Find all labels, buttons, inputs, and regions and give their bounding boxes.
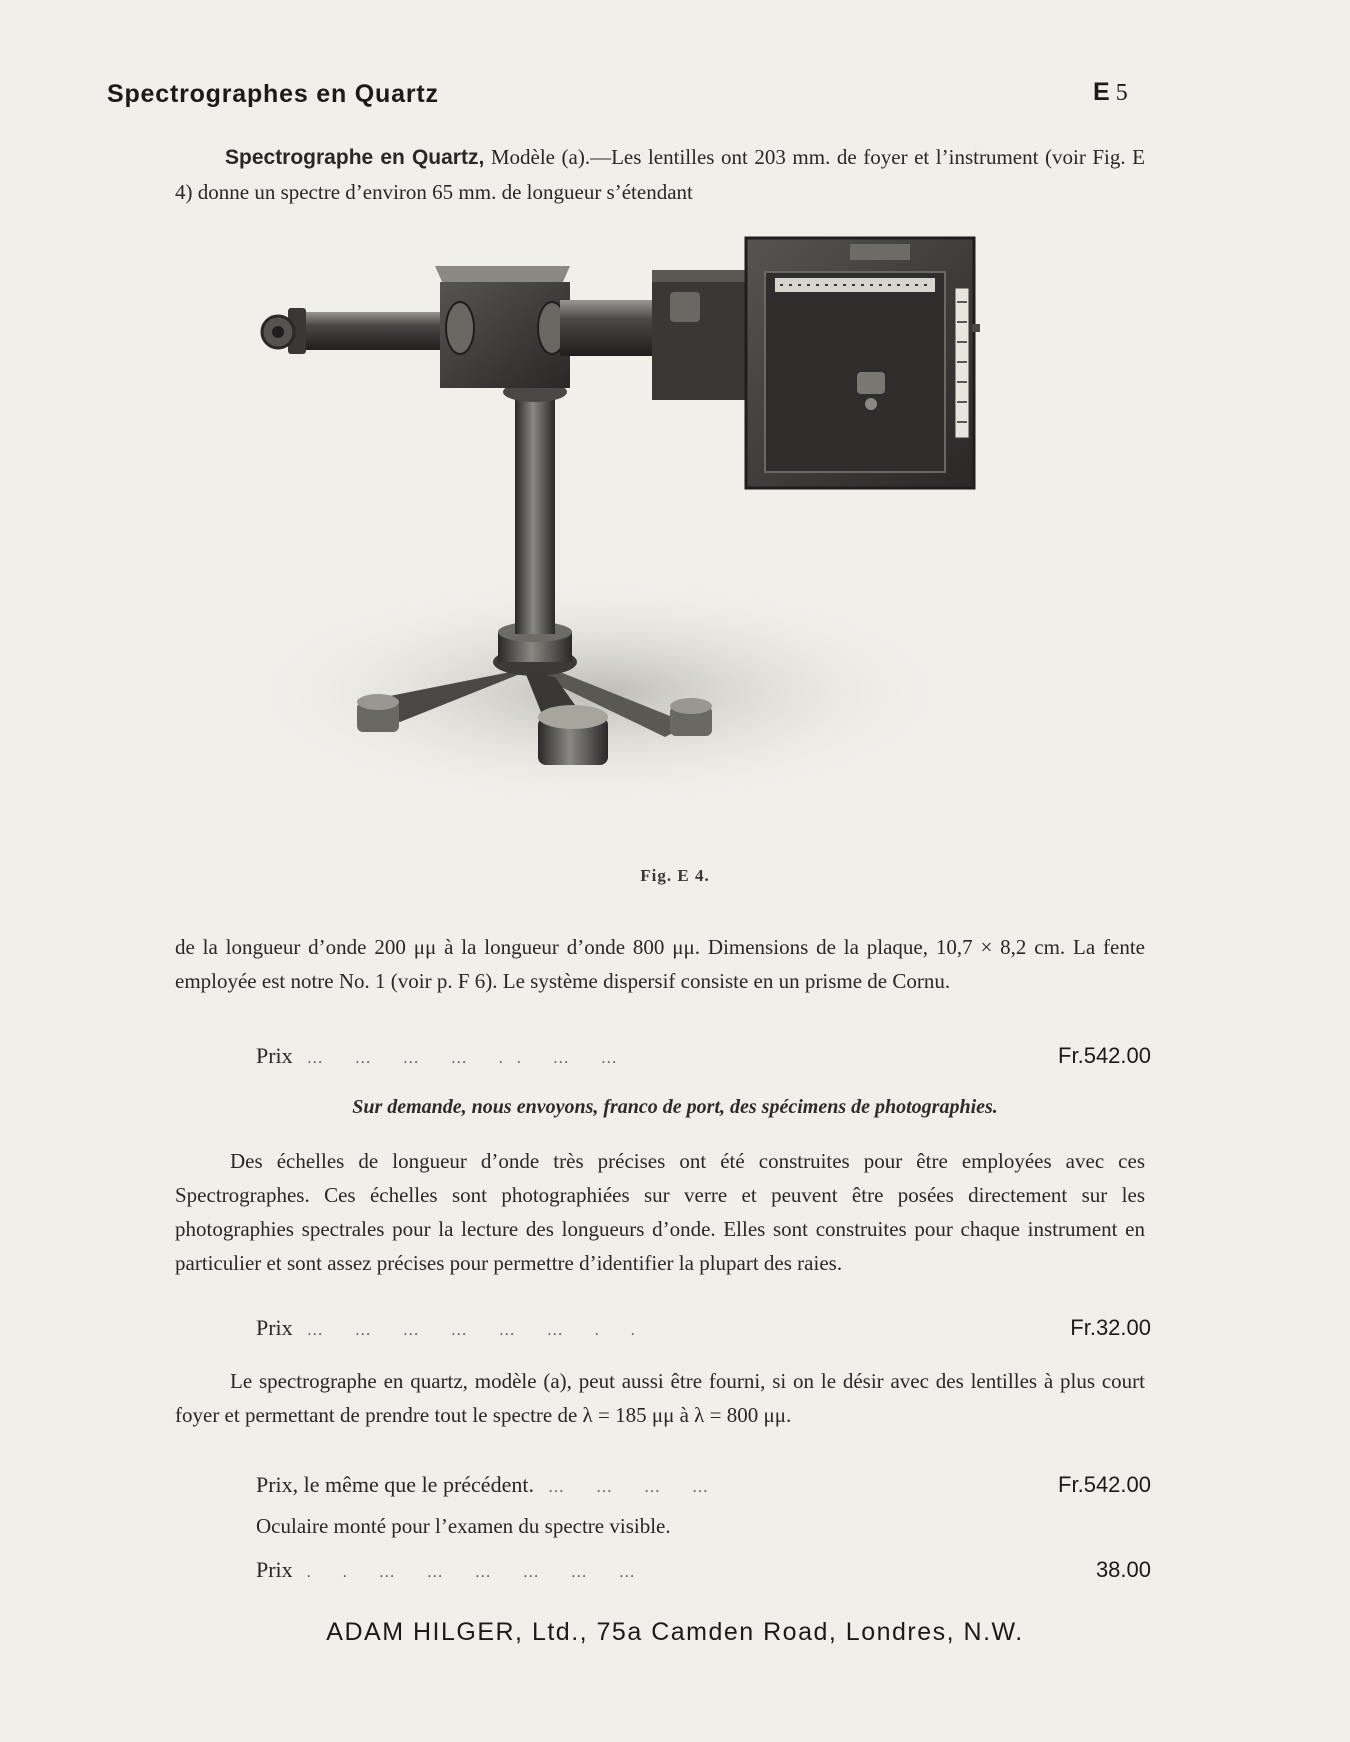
price-label: Prix — [256, 1043, 293, 1068]
price-leader: . . … … … … … … — [306, 1564, 649, 1581]
publisher-footer: ADAM HILGER, Ltd., 75a Camden Road, Londres, N.W. — [326, 1618, 1024, 1646]
page-number — [1093, 78, 1128, 107]
eyepiece-line: Oculaire monté pour l’examen du spectre visible. — [256, 1514, 671, 1538]
price-row — [256, 1043, 1151, 1069]
price-row — [256, 1315, 1151, 1341]
figure-caption: Fig. E 4. — [640, 866, 710, 885]
page-header-title: Spectrographes en Quartz — [107, 80, 439, 108]
price-value: Fr.542.00 — [1058, 1043, 1151, 1068]
specimen-note: Sur demande, nous envoyons, franco de port, des spécimens de photographies. — [352, 1096, 998, 1118]
price-label: Prix, le même que le précédent. — [256, 1472, 534, 1497]
description-paragraph: de la longueur d’onde 200 μμ à la longueur d’onde 800 μμ. Dimensions de la plaque, 10,7 × 8,2 cm. La fente employée est notre No. 1 (voir p. F 6). Le système dispersif consiste en un prisme de Cornu. — [175, 935, 1145, 993]
price-value: 38.00 — [1095, 1557, 1151, 1582]
price-leader: … … … … — [547, 1479, 722, 1496]
price-row — [256, 1557, 1151, 1583]
price-label: Prix — [256, 1557, 293, 1582]
intro-paragraph — [175, 140, 1145, 209]
scales-paragraph: Des échelles de longueur d’onde très précises ont été construites pour être employées avec ces Spectrographes. Ces échelles sont photographiées sur verre et peuvent être posées directement sur les photographies spectrales pour la lecture des longueurs d’onde. Elles sont construites pour chaque instrument en particulier et sont assez précises pour permettre d’identifier la plupart des raies. — [175, 1149, 1145, 1275]
product-name: Spectrographe en Quartz, — [225, 146, 485, 169]
price-label: Prix — [256, 1315, 293, 1340]
page-number-digit: 5 — [1115, 80, 1128, 106]
price-value: Fr.32.00 — [1070, 1315, 1151, 1340]
intro-text: Modèle (a).—Les lentilles ont 203 mm. de foyer et l’instrument (voir Fig. E 4) donne un spectre d’environ 65 mm. de longueur s’étendant — [175, 145, 1145, 204]
price-leader: … … … … .. … … — [306, 1050, 631, 1067]
price-value: Fr.542.00 — [1058, 1472, 1151, 1497]
price-leader: … … … … … … . . — [306, 1322, 649, 1339]
spectrograph-illustration — [260, 232, 980, 832]
alternative-paragraph: Le spectrographe en quartz, modèle (a), peut aussi être fourni, si on le désir avec des lentilles à plus court foyer et permettant de prendre tout le spectre de λ = 185 μμ à λ = 800 μμ. — [175, 1369, 1145, 1427]
page-letter: E — [1093, 78, 1110, 106]
price-row — [256, 1472, 1151, 1498]
